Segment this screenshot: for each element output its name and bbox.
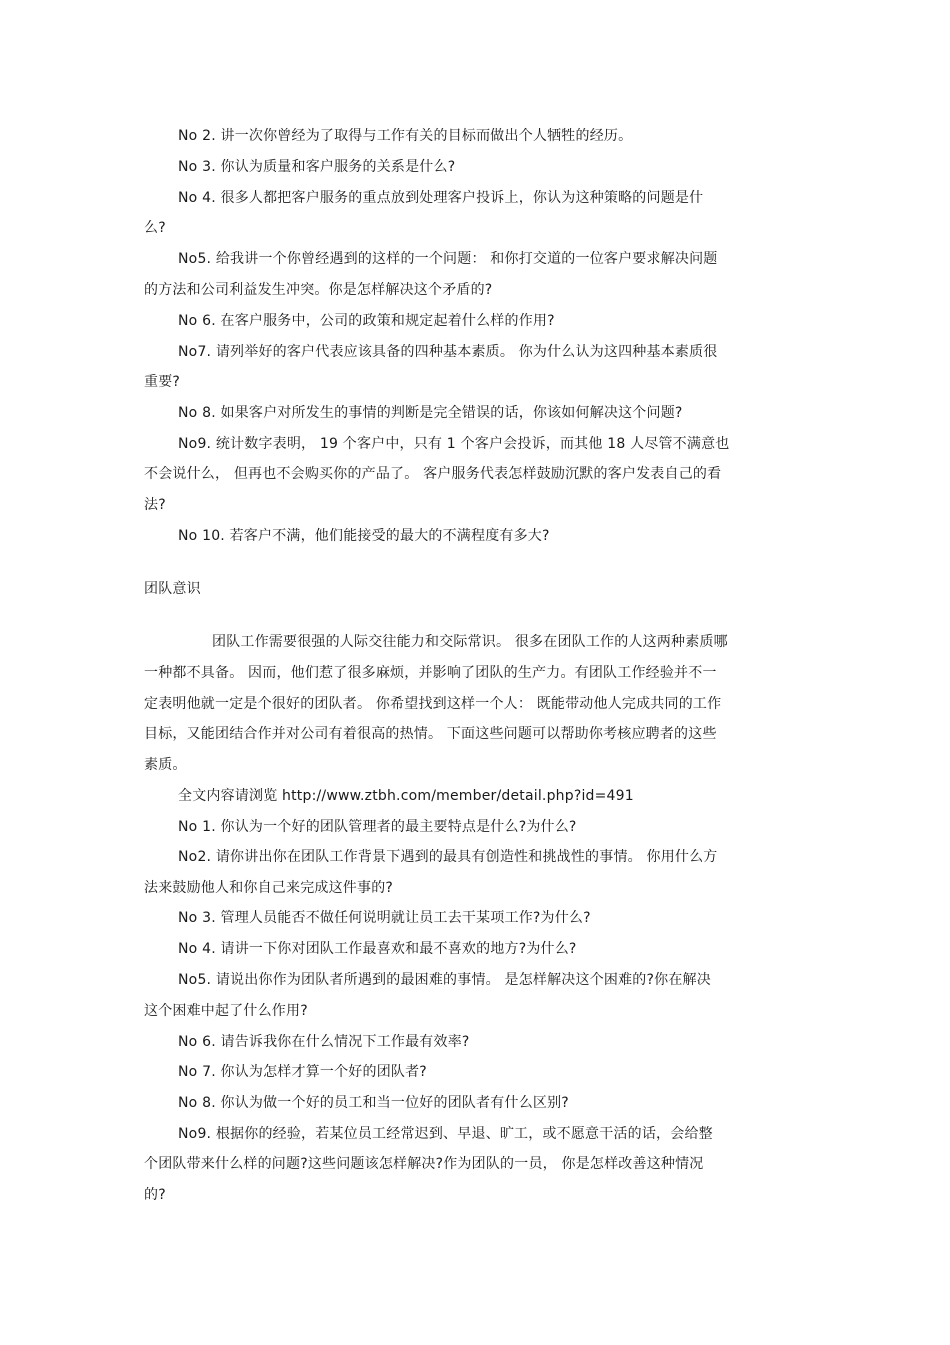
question-3: No 3. 你认为质量和客户服务的关系是什么? xyxy=(178,159,456,175)
team-question-6: No 6. 请告诉我你在什么情况下工作最有效率? xyxy=(178,1034,470,1050)
section-heading: 团队意识 xyxy=(144,581,201,597)
team-question-9-cont2: 的? xyxy=(144,1187,166,1203)
intro-paragraph-line: 目标，又能团结合作并对公司有着很高的热情。 下面这些问题可以帮助你考核应聘者的这些 xyxy=(144,726,717,742)
question-4-cont: 么? xyxy=(144,220,166,236)
question-9-cont: 不会说什么， 但再也不会购买你的产品了。 客户服务代表怎样鼓励沉默的客户发表自己的看 xyxy=(144,466,722,482)
team-question-8: No 8. 你认为做一个好的员工和当一位好的团队者有什么区别? xyxy=(178,1095,569,1111)
team-question-2: No2. 请你讲出你在团队工作背景下遇到的最具有创造性和挑战性的事情。 你用什么方 xyxy=(178,849,718,865)
question-5: No5. 给我讲一个你曾经遇到的这样的一个问题： 和你打交道的一位客户要求解决问题 xyxy=(178,251,718,267)
question-4: No 4. 很多人都把客户服务的重点放到处理客户投诉上，你认为这种策略的问题是什 xyxy=(178,190,704,206)
intro-paragraph-line: 素质。 xyxy=(144,757,187,773)
team-question-9-cont: 个团队带来什么样的问题?这些问题该怎样解决?作为团队的一员， 你是怎样改善这种情况 xyxy=(144,1156,704,1172)
question-7: No7. 请列举好的客户代表应该具备的四种基本素质。 你为什么认为这四种基本素质很 xyxy=(178,344,718,360)
team-question-3: No 3. 管理人员能否不做任何说明就让员工去干某项工作?为什么? xyxy=(178,910,591,926)
source-link-line[interactable]: 全文内容请浏览 http://www.ztbh.com/member/detail.php?id=491 xyxy=(178,788,634,804)
team-question-7: No 7. 你认为怎样才算一个好的团队者? xyxy=(178,1064,427,1080)
question-7-cont: 重要? xyxy=(144,374,181,390)
team-question-2-cont: 法来鼓励他人和你自己来完成这件事的? xyxy=(144,880,394,896)
intro-paragraph-line: 一种都不具备。 因而，他们惹了很多麻烦，并影响了团队的生产力。有团队工作经验并不一 xyxy=(144,665,717,681)
team-question-5: No5. 请说出你作为团队者所遇到的最困难的事情。 是怎样解决这个困难的?你在解决 xyxy=(178,972,711,988)
question-5-cont: 的方法和公司利益发生冲突。你是怎样解决这个矛盾的? xyxy=(144,282,493,298)
team-question-1: No 1. 你认为一个好的团队管理者的最主要特点是什么?为什么? xyxy=(178,819,577,835)
intro-paragraph-line: 定表明他就一定是个很好的团队者。 你希望找到这样一个人： 既能带动他人完成共同的工作 xyxy=(144,696,722,712)
question-9-cont2: 法? xyxy=(144,497,166,513)
question-10: No 10. 若客户不满，他们能接受的最大的不满程度有多大? xyxy=(178,528,550,544)
team-question-9: No9. 根据你的经验，若某位员工经常迟到、早退、旷工，或不愿意干活的话，会给整 xyxy=(178,1126,713,1142)
question-2: No 2. 讲一次你曾经为了取得与工作有关的目标而做出个人牺牲的经历。 xyxy=(178,128,633,144)
question-6: No 6. 在客户服务中，公司的政策和规定起着什么样的作用? xyxy=(178,313,555,329)
intro-paragraph-line: 团队工作需要很强的人际交往能力和交际常识。 很多在团队工作的人这两种素质哪 xyxy=(212,634,728,650)
question-8: No 8. 如果客户对所发生的事情的判断是完全错误的话，你该如何解决这个问题? xyxy=(178,405,683,421)
team-question-5-cont: 这个困难中起了什么作用? xyxy=(144,1003,308,1019)
question-9: No9. 统计数字表明， 19 个客户中，只有 1 个客户会投诉，而其他 18 人尽管不满意也 xyxy=(178,436,730,452)
team-question-4: No 4. 请讲一下你对团队工作最喜欢和最不喜欢的地方?为什么? xyxy=(178,941,577,957)
